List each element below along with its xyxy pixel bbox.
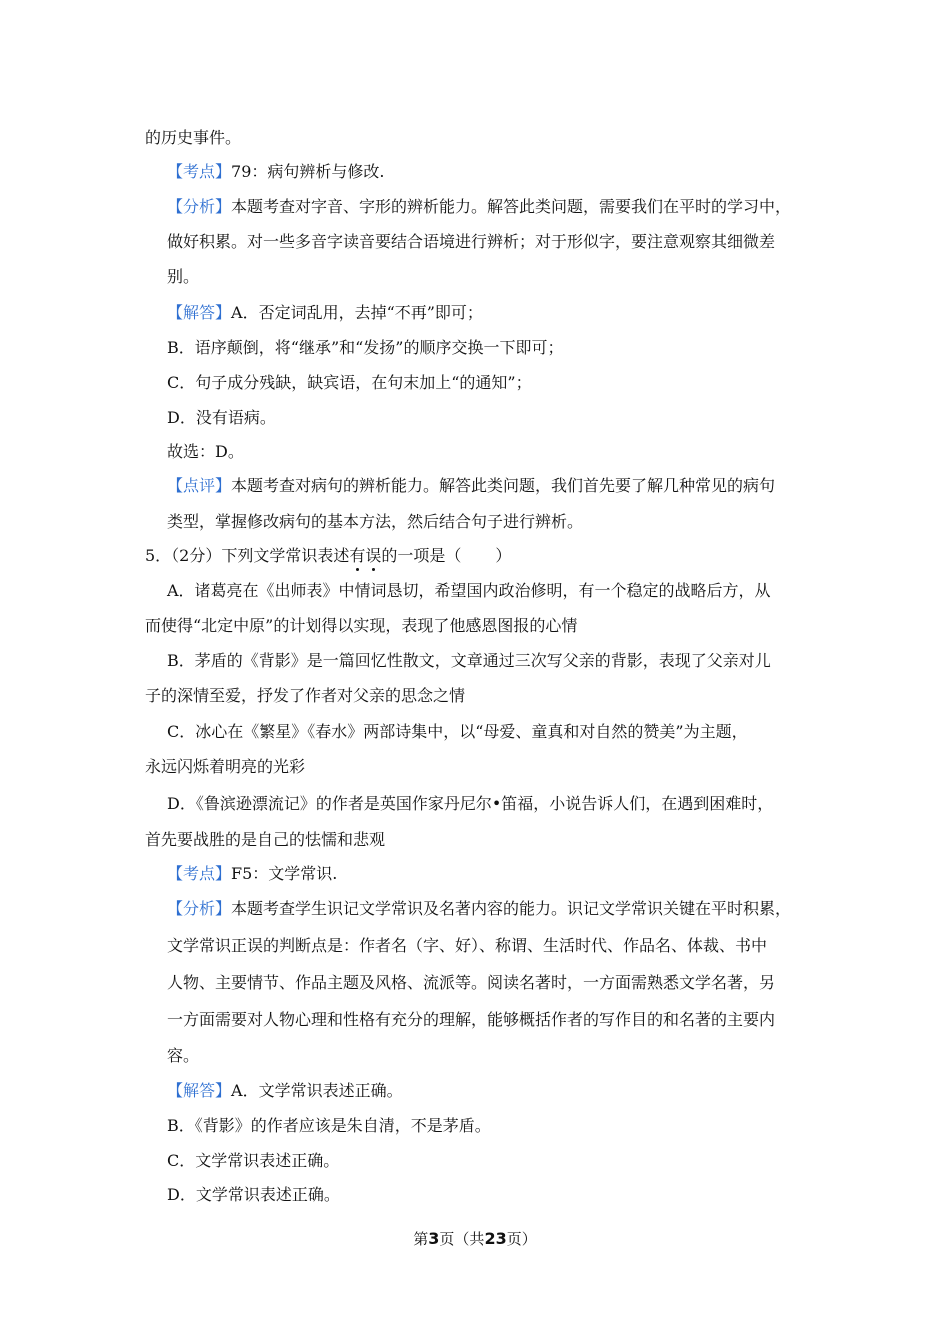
q5-fenxi-line4: 一方面需要对人物心理和性格有充分的理解，能够概括作者的写作目的和名著的主要内 <box>167 1010 776 1029</box>
emphasis-dot-icon <box>372 568 375 571</box>
page-footer: 第3页（共23页） <box>413 1229 537 1248</box>
q4-jieda-a: 【解答】A．否定词乱用，去掉“不再”即可； <box>167 303 483 322</box>
page-number: 3 <box>428 1229 440 1248</box>
q5-option-b-line1: B．茅盾的《背影》是一篇回忆性散文，文章通过三次写父亲的背影，表现了父亲对儿 <box>167 651 771 670</box>
kaodian-tag: 【考点】 <box>167 162 232 181</box>
q4-dianping-line1: 【点评】本题考查对病句的辨析能力。解答此类问题，我们首先要了解几种常见的病句 <box>167 476 776 495</box>
q5-kaodian: 【考点】F5：文学常识. <box>167 864 338 883</box>
q4-fenxi-line1: 【分析】本题考查对字音、字形的辨析能力。解答此类问题，需要我们在平时的学习中， <box>167 197 792 216</box>
q4-continuation: 的历史事件。 <box>145 128 242 147</box>
q5-option-b-line2: 子的深情至爱，抒发了作者对父亲的思念之情 <box>145 686 466 705</box>
q5-jieda-c: C．文学常识表述正确。 <box>167 1151 340 1170</box>
emphasis-char: 有 <box>349 546 365 566</box>
q4-fenxi-line3: 别。 <box>167 267 200 286</box>
fenxi-tag: 【分析】 <box>167 197 232 216</box>
q4-jieda-b: B．语序颠倒，将“继承”和“发扬”的顺序交换一下即可； <box>167 338 564 357</box>
q4-jieda-d: D．没有语病。 <box>167 408 276 427</box>
q5-option-c-line2: 永远闪烁着明亮的光彩 <box>145 757 306 776</box>
q5-jieda-a: 【解答】A．文学常识表述正确。 <box>167 1081 403 1100</box>
q5-fenxi-line5: 容。 <box>167 1046 200 1065</box>
q4-jieda-c: C．句子成分残缺，缺宾语，在句末加上“的通知”； <box>167 373 532 392</box>
jieda-tag: 【解答】 <box>167 1081 232 1100</box>
q5-jieda-b: B．《背影》的作者应该是朱自清，不是茅盾。 <box>167 1116 491 1135</box>
kaodian-tag: 【考点】 <box>167 864 232 883</box>
q5-option-d-line2: 首先要战胜的是自己的怯懦和悲观 <box>145 830 386 849</box>
q5-option-c-line1: C．冰心在《繁星》《春水》两部诗集中，以“母爱、童真和对自然的赞美”为主题， <box>167 722 748 741</box>
q5-stem: 5．（2分）下列文学常识表述有 误 的一项是（ ） <box>145 546 511 566</box>
q5-option-a-line2: 而使得“北定中原”的计划得以实现，表现了他感恩图报的心情 <box>145 616 578 635</box>
q4-dianping-line2: 类型，掌握修改病句的基本方法，然后结合句子进行辨析。 <box>167 512 584 531</box>
emphasis-dot-icon <box>356 568 359 571</box>
q5-fenxi-line3: 人物、主要情节、作品主题及风格、流派等。阅读名著时，一方面需熟悉文学名著，另 <box>167 973 776 992</box>
q5-fenxi-line2: 文学常识正误的判断点是：作者名（字、好）、称谓、生活时代、作品名、体裁、书中 <box>167 936 768 955</box>
q4-kaodian: 【考点】79：病句辨析与修改. <box>167 162 385 181</box>
q5-option-d-line1: D．《鲁滨逊漂流记》的作者是英国作家丹尼尔•笛福，小说告诉人们，在遇到困难时， <box>167 794 774 813</box>
dianping-tag: 【点评】 <box>167 476 232 495</box>
jieda-tag: 【解答】 <box>167 303 232 322</box>
q5-fenxi-line1: 【分析】本题考查学生识记文学常识及名著内容的能力。识记文学常识关键在平时积累， <box>167 899 792 918</box>
q4-fenxi-line2: 做好积累。对一些多音字读音要结合语境进行辨析；对于形似字，要注意观察其细微差 <box>167 232 776 251</box>
fenxi-tag: 【分析】 <box>167 899 232 918</box>
page-total: 23 <box>484 1229 507 1248</box>
q5-jieda-d: D．文学常识表述正确。 <box>167 1185 340 1204</box>
q4-answer: 故选：D。 <box>167 442 244 461</box>
emphasis-char: 误 <box>365 546 381 566</box>
q5-option-a-line1: A．诸葛亮在《出师表》中情词恳切，希望国内政治修明，有一个稳定的战略后方，从 <box>167 581 771 600</box>
